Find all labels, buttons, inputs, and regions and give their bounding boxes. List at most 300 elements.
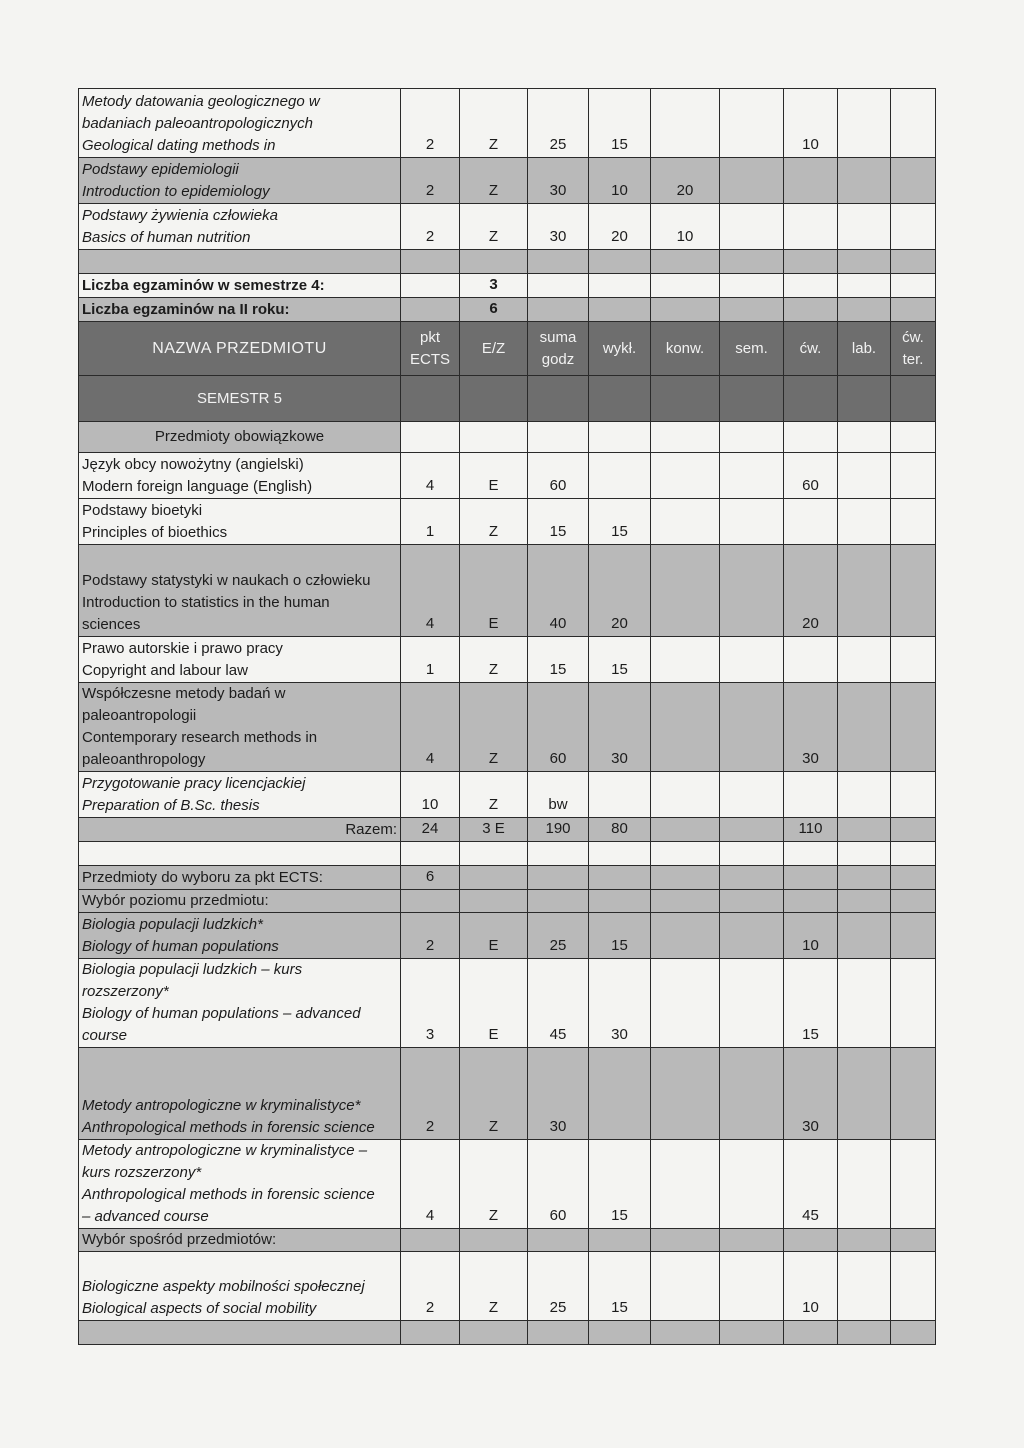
value-cell: [784, 890, 838, 913]
value-cell: 4: [401, 1140, 460, 1229]
column-header: sem.: [720, 322, 784, 376]
value-cell: 25: [528, 913, 589, 959]
value-cell: E: [460, 959, 528, 1048]
empty-cell: [838, 1321, 891, 1345]
value-cell: [838, 298, 891, 322]
empty-cell: [891, 422, 936, 453]
value-cell: [589, 274, 651, 298]
course-name-line: paleoantropologii: [82, 707, 197, 724]
empty-cell: [401, 842, 460, 866]
empty-cell: [838, 842, 891, 866]
value-cell: [720, 545, 784, 637]
section-heading: Przedmioty obowiązkowe: [79, 422, 401, 453]
value-cell: [720, 890, 784, 913]
value-cell: [720, 1229, 784, 1252]
value-cell: [891, 204, 936, 250]
value-cell: Z: [460, 499, 528, 545]
value-cell: 1: [401, 499, 460, 545]
value-cell: [891, 1229, 936, 1252]
table-row: [79, 1229, 936, 1252]
value-cell: E: [460, 913, 528, 959]
value-cell: [784, 772, 838, 818]
value-cell: [528, 1229, 589, 1252]
value-cell: [651, 866, 720, 890]
value-cell: [891, 890, 936, 913]
empty-cell: [528, 422, 589, 453]
value-cell: 10: [784, 913, 838, 959]
empty-cell: [784, 422, 838, 453]
value-cell: [891, 818, 936, 842]
value-cell: 60: [528, 1140, 589, 1229]
course-name-line: Introduction to statistics in the human: [82, 594, 330, 611]
table-row: [79, 959, 936, 1048]
table-row: [79, 637, 936, 683]
empty-cell: [528, 250, 589, 274]
value-cell: 2: [401, 158, 460, 204]
column-header: [891, 322, 936, 376]
table-row: [79, 453, 936, 499]
empty-cell: [460, 376, 528, 422]
total-label: Razem:: [79, 818, 401, 842]
empty-cell: [589, 422, 651, 453]
table-row: [79, 818, 936, 842]
table-row: [79, 274, 936, 298]
value-cell: [720, 637, 784, 683]
empty-cell: [891, 250, 936, 274]
course-name-line: Metody antropologiczne w kryminalistyce*: [82, 1097, 361, 1114]
table-row: [79, 499, 936, 545]
column-header: ćw.: [784, 322, 838, 376]
empty-cell: [720, 250, 784, 274]
course-name-line: Preparation of B.Sc. thesis: [82, 797, 260, 814]
value-cell: 6: [460, 298, 528, 322]
course-name-line: Modern foreign language (English): [82, 478, 313, 495]
empty-cell: [589, 1321, 651, 1345]
value-cell: [784, 274, 838, 298]
value-cell: 3 E: [460, 818, 528, 842]
value-cell: [784, 204, 838, 250]
empty-cell: [79, 250, 401, 274]
summary-label: Wybór spośród przedmiotów:: [79, 1229, 401, 1252]
value-cell: [651, 499, 720, 545]
course-name: [79, 1048, 401, 1140]
value-cell: [651, 274, 720, 298]
column-header-line: ter.: [902, 350, 924, 368]
value-cell: [838, 89, 891, 158]
table-row: [79, 866, 936, 890]
empty-cell: [401, 250, 460, 274]
value-cell: [784, 298, 838, 322]
course-name: [79, 453, 401, 499]
empty-cell: [784, 376, 838, 422]
value-cell: [891, 1140, 936, 1229]
column-header: [528, 322, 589, 376]
value-cell: 15: [589, 1140, 651, 1229]
value-cell: [589, 772, 651, 818]
value-cell: [720, 913, 784, 959]
value-cell: 2: [401, 913, 460, 959]
value-cell: 60: [528, 683, 589, 772]
value-cell: [891, 274, 936, 298]
column-header: E/Z: [460, 322, 528, 376]
value-cell: [891, 637, 936, 683]
value-cell: 3: [460, 274, 528, 298]
course-name-line: Metody antropologiczne w kryminalistyce –: [82, 1142, 368, 1159]
value-cell: [891, 772, 936, 818]
value-cell: 30: [528, 158, 589, 204]
table-row: [79, 1048, 936, 1140]
course-name: [79, 637, 401, 683]
value-cell: Z: [460, 683, 528, 772]
value-cell: [720, 89, 784, 158]
course-name: [79, 204, 401, 250]
empty-cell: [79, 1321, 401, 1345]
course-name-line: course: [82, 1027, 128, 1044]
empty-cell: [784, 1321, 838, 1345]
value-cell: [720, 1140, 784, 1229]
value-cell: [838, 1229, 891, 1252]
course-name-line: Copyright and labour law: [82, 662, 248, 679]
course-name: [79, 1140, 401, 1229]
course-name-line: Introduction to epidemiology: [82, 183, 270, 200]
empty-cell: [460, 842, 528, 866]
column-header: NAZWA PRZEDMIOTU: [79, 322, 401, 376]
value-cell: [589, 298, 651, 322]
value-cell: 15: [528, 637, 589, 683]
value-cell: [651, 1252, 720, 1321]
value-cell: [838, 1252, 891, 1321]
value-cell: [651, 637, 720, 683]
course-name-line: rozszerzony*: [82, 983, 169, 1000]
value-cell: [720, 1048, 784, 1140]
value-cell: [720, 1252, 784, 1321]
course-name: [79, 158, 401, 204]
value-cell: 3: [401, 959, 460, 1048]
value-cell: [891, 1252, 936, 1321]
value-cell: [720, 274, 784, 298]
empty-cell: [589, 250, 651, 274]
table-row: [79, 890, 936, 913]
course-name-line: Principles of bioethics: [82, 524, 228, 541]
value-cell: Z: [460, 1252, 528, 1321]
value-cell: [720, 158, 784, 204]
value-cell: [720, 959, 784, 1048]
table-row: [79, 204, 936, 250]
value-cell: [651, 89, 720, 158]
column-header-line: pkt: [419, 328, 440, 346]
value-cell: 80: [589, 818, 651, 842]
course-name-line: Anthropological methods in forensic science: [82, 1119, 375, 1136]
empty-cell: [891, 376, 936, 422]
empty-cell: [401, 1321, 460, 1345]
table-row: [79, 158, 936, 204]
value-cell: [651, 1140, 720, 1229]
empty-cell: [891, 1321, 936, 1345]
value-cell: 45: [528, 959, 589, 1048]
summary-label: Wybór poziomu przedmiotu:: [79, 890, 401, 913]
course-name-line: Współczesne metody badań w: [82, 685, 286, 702]
value-cell: 30: [784, 683, 838, 772]
value-cell: [460, 1229, 528, 1252]
course-name-line: Podstawy żywienia człowieka: [82, 207, 278, 224]
course-name-line: Podstawy bioetyki: [82, 502, 203, 519]
value-cell: [651, 1229, 720, 1252]
value-cell: Z: [460, 204, 528, 250]
value-cell: [401, 274, 460, 298]
value-cell: 25: [528, 89, 589, 158]
value-cell: 1: [401, 637, 460, 683]
value-cell: [401, 890, 460, 913]
value-cell: [720, 298, 784, 322]
value-cell: [460, 866, 528, 890]
value-cell: [651, 1048, 720, 1140]
value-cell: 30: [589, 683, 651, 772]
value-cell: 15: [589, 499, 651, 545]
empty-cell: [651, 1321, 720, 1345]
value-cell: [589, 453, 651, 499]
empty-cell: [589, 376, 651, 422]
summary-label: Przedmioty do wyboru za pkt ECTS:: [79, 866, 401, 890]
value-cell: [784, 158, 838, 204]
empty-cell: [401, 376, 460, 422]
column-header-line: ćw.: [902, 328, 924, 346]
value-cell: [838, 274, 891, 298]
empty-cell: [838, 376, 891, 422]
value-cell: Z: [460, 637, 528, 683]
column-header: konw.: [651, 322, 720, 376]
value-cell: [651, 683, 720, 772]
table-row: [79, 250, 936, 274]
value-cell: 2: [401, 204, 460, 250]
value-cell: [720, 772, 784, 818]
value-cell: [720, 866, 784, 890]
value-cell: [891, 913, 936, 959]
column-header: lab.: [838, 322, 891, 376]
value-cell: Z: [460, 1140, 528, 1229]
value-cell: [838, 637, 891, 683]
value-cell: [528, 298, 589, 322]
empty-cell: [460, 1321, 528, 1345]
course-name-line: badaniach paleoantropologicznych: [82, 115, 314, 132]
course-name: [79, 913, 401, 959]
empty-cell: [651, 376, 720, 422]
value-cell: [838, 499, 891, 545]
empty-cell: [651, 422, 720, 453]
empty-cell: [79, 842, 401, 866]
course-name-line: Metody datowania geologicznego w: [82, 93, 320, 110]
value-cell: [528, 890, 589, 913]
table-row: [79, 89, 936, 158]
empty-cell: [891, 842, 936, 866]
value-cell: [720, 818, 784, 842]
value-cell: [838, 453, 891, 499]
value-cell: 20: [784, 545, 838, 637]
empty-cell: [720, 842, 784, 866]
course-name-line: Podstawy statystyki w naukach o człowieku: [82, 572, 371, 589]
course-name-line: Anthropological methods in forensic science: [82, 1186, 375, 1203]
table-row: [79, 545, 936, 637]
value-cell: [838, 158, 891, 204]
column-header: [401, 322, 460, 376]
curriculum-table: [78, 88, 936, 1345]
empty-cell: [460, 250, 528, 274]
value-cell: Z: [460, 772, 528, 818]
value-cell: 190: [528, 818, 589, 842]
empty-cell: [528, 1321, 589, 1345]
value-cell: 6: [401, 866, 460, 890]
value-cell: [784, 637, 838, 683]
value-cell: 30: [784, 1048, 838, 1140]
value-cell: [460, 890, 528, 913]
table-row: [79, 322, 936, 376]
value-cell: [784, 1229, 838, 1252]
value-cell: [891, 158, 936, 204]
value-cell: [838, 1140, 891, 1229]
empty-cell: [651, 250, 720, 274]
table-row: [79, 772, 936, 818]
value-cell: [838, 1048, 891, 1140]
course-name-line: Prawo autorskie i prawo pracy: [82, 640, 283, 657]
course-name-line: – advanced course: [82, 1208, 209, 1225]
value-cell: [651, 818, 720, 842]
value-cell: 40: [528, 545, 589, 637]
value-cell: [838, 772, 891, 818]
course-name-line: paleoanthropology: [82, 751, 206, 768]
course-name: [79, 1252, 401, 1321]
value-cell: [589, 866, 651, 890]
empty-cell: [838, 250, 891, 274]
course-name-line: Biology of human populations – advanced: [82, 1005, 361, 1022]
summary-label: Liczba egzaminów na II roku:: [79, 298, 401, 322]
course-name-line: Biological aspects of social mobility: [82, 1300, 317, 1317]
empty-cell: [528, 842, 589, 866]
course-name-line: Biologiczne aspekty mobilności społecznej: [82, 1278, 365, 1295]
value-cell: [891, 545, 936, 637]
value-cell: E: [460, 545, 528, 637]
column-header-line: ECTS: [409, 350, 450, 368]
empty-cell: [720, 376, 784, 422]
value-cell: 30: [528, 204, 589, 250]
course-name: [79, 959, 401, 1048]
value-cell: 15: [589, 637, 651, 683]
value-cell: 30: [589, 959, 651, 1048]
summary-label: Liczba egzaminów w semestrze 4:: [79, 274, 401, 298]
value-cell: 15: [528, 499, 589, 545]
value-cell: [891, 453, 936, 499]
value-cell: Z: [460, 1048, 528, 1140]
column-header-line: suma: [539, 328, 577, 346]
course-name: [79, 772, 401, 818]
table-row: [79, 298, 936, 322]
value-cell: 10: [401, 772, 460, 818]
empty-cell: [720, 1321, 784, 1345]
course-name-line: Geological dating methods in: [82, 137, 276, 154]
semester-heading: SEMESTR 5: [79, 376, 401, 422]
value-cell: [720, 499, 784, 545]
value-cell: [589, 1229, 651, 1252]
empty-cell: [784, 842, 838, 866]
value-cell: 2: [401, 1048, 460, 1140]
course-name-line: Biologia populacji ludzkich*: [82, 916, 263, 933]
value-cell: [720, 204, 784, 250]
value-cell: E: [460, 453, 528, 499]
value-cell: [651, 453, 720, 499]
value-cell: [401, 298, 460, 322]
value-cell: 2: [401, 1252, 460, 1321]
course-name-line: Biology of human populations: [82, 938, 279, 955]
value-cell: [838, 959, 891, 1048]
empty-cell: [401, 422, 460, 453]
course-name-line: Język obcy nowożytny (angielski): [82, 456, 304, 473]
value-cell: [838, 818, 891, 842]
course-name-line: Basics of human nutrition: [82, 229, 251, 246]
value-cell: bw: [528, 772, 589, 818]
empty-cell: [651, 842, 720, 866]
value-cell: [784, 866, 838, 890]
table-row: [79, 1321, 936, 1345]
course-name: [79, 683, 401, 772]
value-cell: 30: [528, 1048, 589, 1140]
value-cell: [589, 890, 651, 913]
value-cell: [891, 499, 936, 545]
table-row: [79, 1140, 936, 1229]
value-cell: [838, 890, 891, 913]
value-cell: [651, 959, 720, 1048]
value-cell: 45: [784, 1140, 838, 1229]
course-name-line: sciences: [82, 616, 141, 633]
table-row: [79, 842, 936, 866]
value-cell: [838, 545, 891, 637]
course-name-line: kurs rozszerzony*: [82, 1164, 202, 1181]
value-cell: 10: [651, 204, 720, 250]
course-name: [79, 545, 401, 637]
value-cell: 4: [401, 683, 460, 772]
value-cell: [891, 89, 936, 158]
value-cell: [528, 274, 589, 298]
value-cell: 10: [784, 89, 838, 158]
value-cell: [720, 453, 784, 499]
value-cell: [401, 1229, 460, 1252]
empty-cell: [720, 422, 784, 453]
table-row: [79, 422, 936, 453]
value-cell: 15: [589, 1252, 651, 1321]
value-cell: 60: [784, 453, 838, 499]
course-name: [79, 499, 401, 545]
value-cell: [891, 298, 936, 322]
value-cell: [891, 1048, 936, 1140]
course-name-line: Biologia populacji ludzkich – kurs: [82, 961, 303, 978]
value-cell: [651, 772, 720, 818]
table-row: [79, 376, 936, 422]
value-cell: 25: [528, 1252, 589, 1321]
value-cell: [528, 866, 589, 890]
value-cell: [838, 683, 891, 772]
value-cell: [720, 683, 784, 772]
value-cell: 15: [784, 959, 838, 1048]
value-cell: [838, 913, 891, 959]
value-cell: Z: [460, 158, 528, 204]
course-name: [79, 89, 401, 158]
course-name-line: Contemporary research methods in: [82, 729, 318, 746]
value-cell: 24: [401, 818, 460, 842]
column-header: wykł.: [589, 322, 651, 376]
value-cell: 4: [401, 545, 460, 637]
table-row: [79, 1252, 936, 1321]
value-cell: [838, 204, 891, 250]
value-cell: 10: [589, 158, 651, 204]
value-cell: 20: [589, 545, 651, 637]
value-cell: 60: [528, 453, 589, 499]
